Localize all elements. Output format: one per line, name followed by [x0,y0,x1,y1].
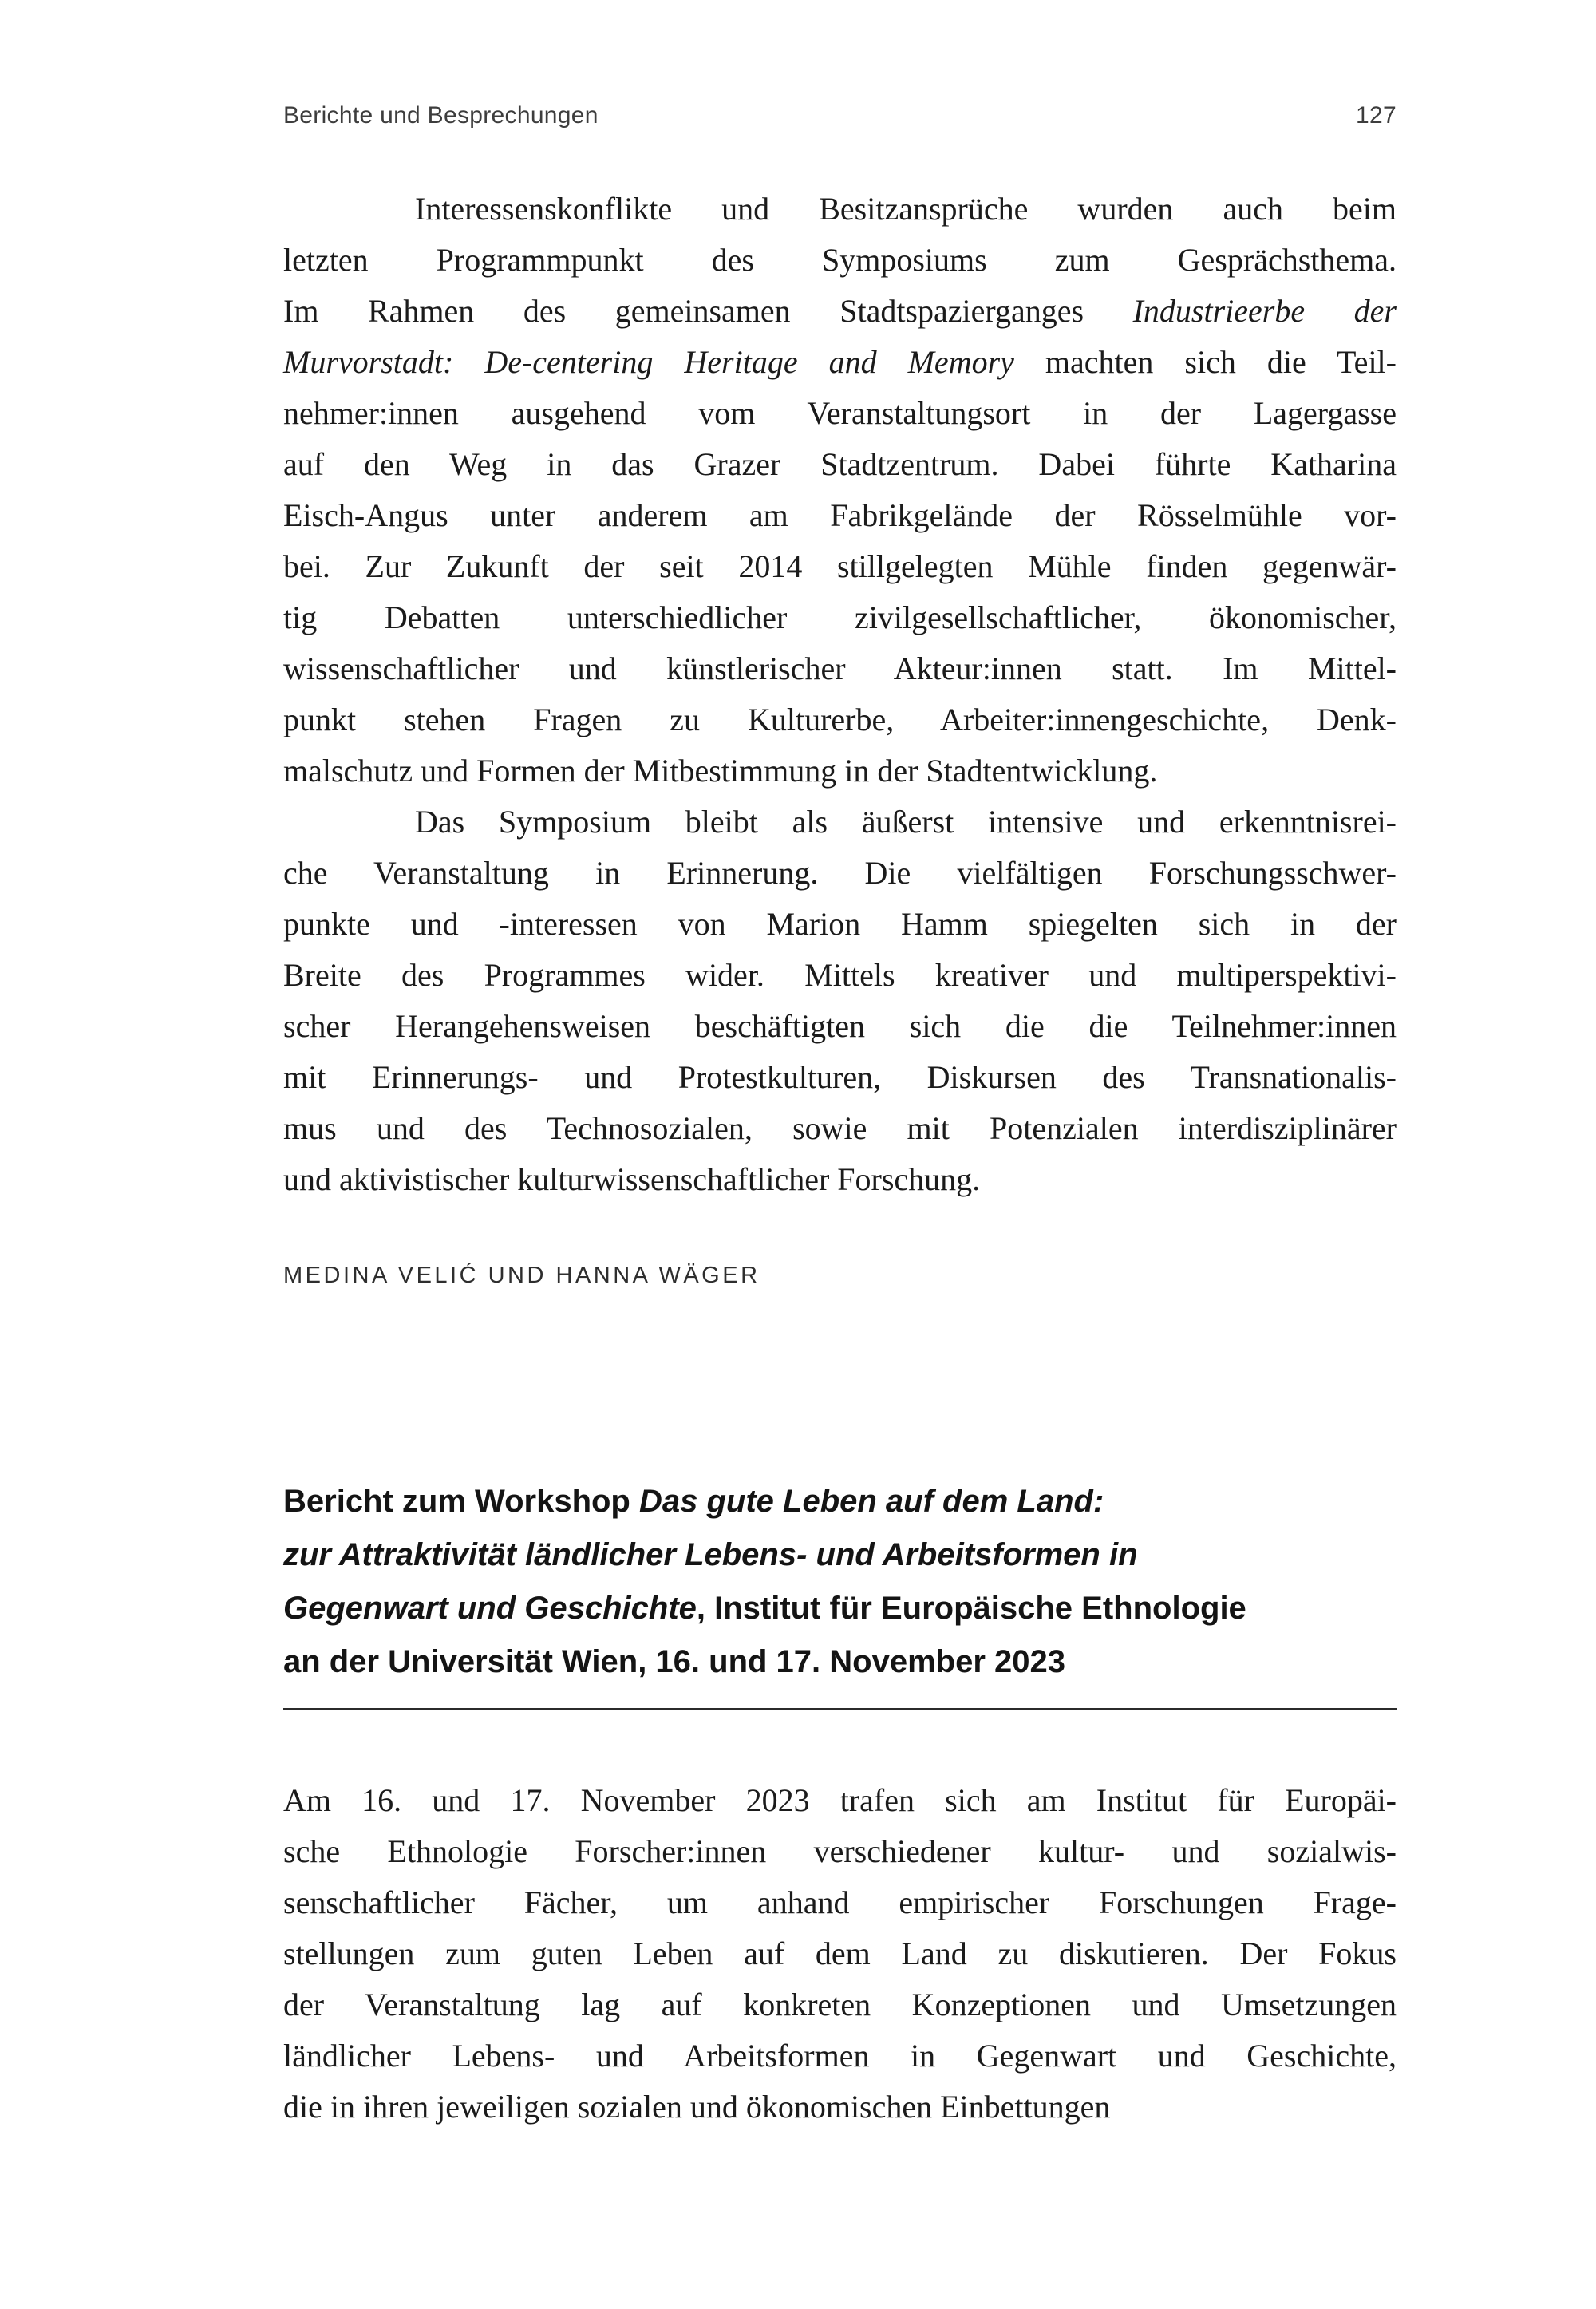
text-segment: auf den Weg in das Grazer Stadtzentrum. Dabei führte Katharina [283,446,1396,482]
italic-text-segment: Murvorstadt: De-centering Heritage and Memory [283,344,1014,380]
text-segment: Am 16. und 17. November 2023 trafen sich am Institut für Europäi- [283,1782,1396,1818]
italic-text-segment: zur Attraktivität ländlicher Lebens- und Arbeitsformen in [283,1537,1138,1572]
text-segment: senschaftlicher Fächer, um anhand empirischer Forschungen Frage- [283,1884,1396,1920]
text-line [283,1826,1396,1877]
text-segment: an der Universität Wien, 16. und 17. November 2023 [283,1644,1065,1679]
italic-text-segment: Industrieerbe der [1132,293,1396,329]
text-segment: Bericht zum Workshop [283,1484,639,1519]
running-head-title: Berichte und Besprechungen [283,102,598,128]
text-line [283,1103,1396,1154]
text-line [283,848,1396,899]
text-segment: der Veranstaltung lag auf konkreten Konzeptionen und Umsetzungen [283,1987,1396,2022]
text-line [283,1052,1396,1103]
text-segment: Interessenskonflikte und Besitzansprüche wurden auch beim [415,191,1396,227]
text-line [283,592,1396,643]
text-line [283,2082,1396,2133]
text-segment: die in ihren jeweiligen sozialen und ökonomischen Einbettungen [283,2089,1111,2125]
text-line [283,1928,1396,1979]
text-segment: Breite des Programmes wider. Mittels kreativer und multiperspektivi- [283,957,1396,993]
text-line [283,1635,1396,1689]
text-segment: tig Debatten unterschiedlicher zivilgesellschaftlicher, ökonomischer, [283,599,1396,635]
text-line [283,439,1396,490]
text-line [283,388,1396,439]
report-body-text [283,184,1396,1205]
text-line [283,1877,1396,1928]
text-segment: stellungen zum guten Leben auf dem Land zu diskutieren. Der Fokus [283,1935,1396,1971]
text-segment: malschutz und Formen der Mitbestimmung in der Stadtentwicklung. [283,753,1158,789]
text-line [283,337,1396,388]
text-line [283,745,1396,797]
text-segment: und aktivistischer kulturwissenschaftlicher Forschung. [283,1161,981,1197]
text-line [283,1475,1396,1528]
text-segment: sche Ethnologie Forscher:innen verschiedener kultur- und sozialwis- [283,1833,1396,1869]
text-line [283,950,1396,1001]
text-line [283,1528,1396,1582]
text-line [283,2030,1396,2082]
page-number: 127 [1356,102,1396,128]
section-divider-rule [283,1708,1396,1710]
workshop-body-text [283,1775,1396,2133]
text-line [283,797,1396,848]
text-segment: ländlicher Lebens- und Arbeitsformen in Gegenwart und Geschichte, [283,2038,1396,2074]
paragraph [283,1775,1396,2133]
text-segment: Eisch-Angus unter anderem am Fabrikgelände der Rösselmühle vor- [283,497,1396,533]
text-segment: nehmer:innen ausgehend vom Veranstaltungsort in der Lagergasse [283,395,1396,431]
authors-byline: MEDINA VELIĆ UND HANNA WÄGER [283,1263,760,1288]
paragraph [283,797,1396,1205]
text-line [283,899,1396,950]
text-line [283,643,1396,694]
text-segment: punkt stehen Fragen zu Kulturerbe, Arbeiter:innengeschichte, Denk- [283,702,1396,737]
text-segment: , Institut für Europäische Ethnologie [696,1591,1246,1626]
text-line [283,490,1396,541]
text-segment: che Veranstaltung in Erinnerung. Die vielfältigen Forschungsschwer- [283,855,1396,891]
italic-text-segment: Gegenwart und Geschichte [283,1591,697,1626]
text-line [283,1001,1396,1052]
text-segment: wissenschaftlicher und künstlerischer Akteur:innen statt. Im Mittel- [283,650,1396,686]
text-line [283,1154,1396,1205]
running-header [283,102,1396,129]
text-line [283,694,1396,745]
text-line [283,541,1396,592]
text-line [283,235,1396,286]
text-segment: mus und des Technosozialen, sowie mit Potenzialen interdisziplinärer [283,1110,1396,1146]
text-segment: Das Symposium bleibt als äußerst intensive und erkenntnisrei- [415,804,1396,840]
text-segment: scher Herangehensweisen beschäftigten sich die die Teilnehmer:innen [283,1008,1396,1044]
text-segment: Im Rahmen des gemeinsamen Stadtspazierganges [283,293,1133,329]
text-line [283,1582,1396,1635]
workshop-report-heading [283,1475,1396,1689]
text-line [283,1775,1396,1826]
italic-text-segment: Das gute Leben auf dem Land: [638,1484,1104,1519]
text-segment: mit Erinnerungs- und Protestkulturen, Diskursen des Transnationalis- [283,1059,1396,1095]
text-line [283,286,1396,337]
text-line [283,184,1396,235]
text-segment: punkte und -interessen von Marion Hamm spiegelten sich in der [283,906,1396,942]
text-segment: bei. Zur Zukunft der seit 2014 stillgelegten Mühle finden gegenwär- [283,548,1396,584]
paragraph [283,184,1396,797]
text-line [283,1979,1396,2030]
text-segment: letzten Programmpunkt des Symposiums zum Gesprächsthema. [283,242,1396,278]
text-segment: machten sich die Teil- [1013,344,1396,380]
